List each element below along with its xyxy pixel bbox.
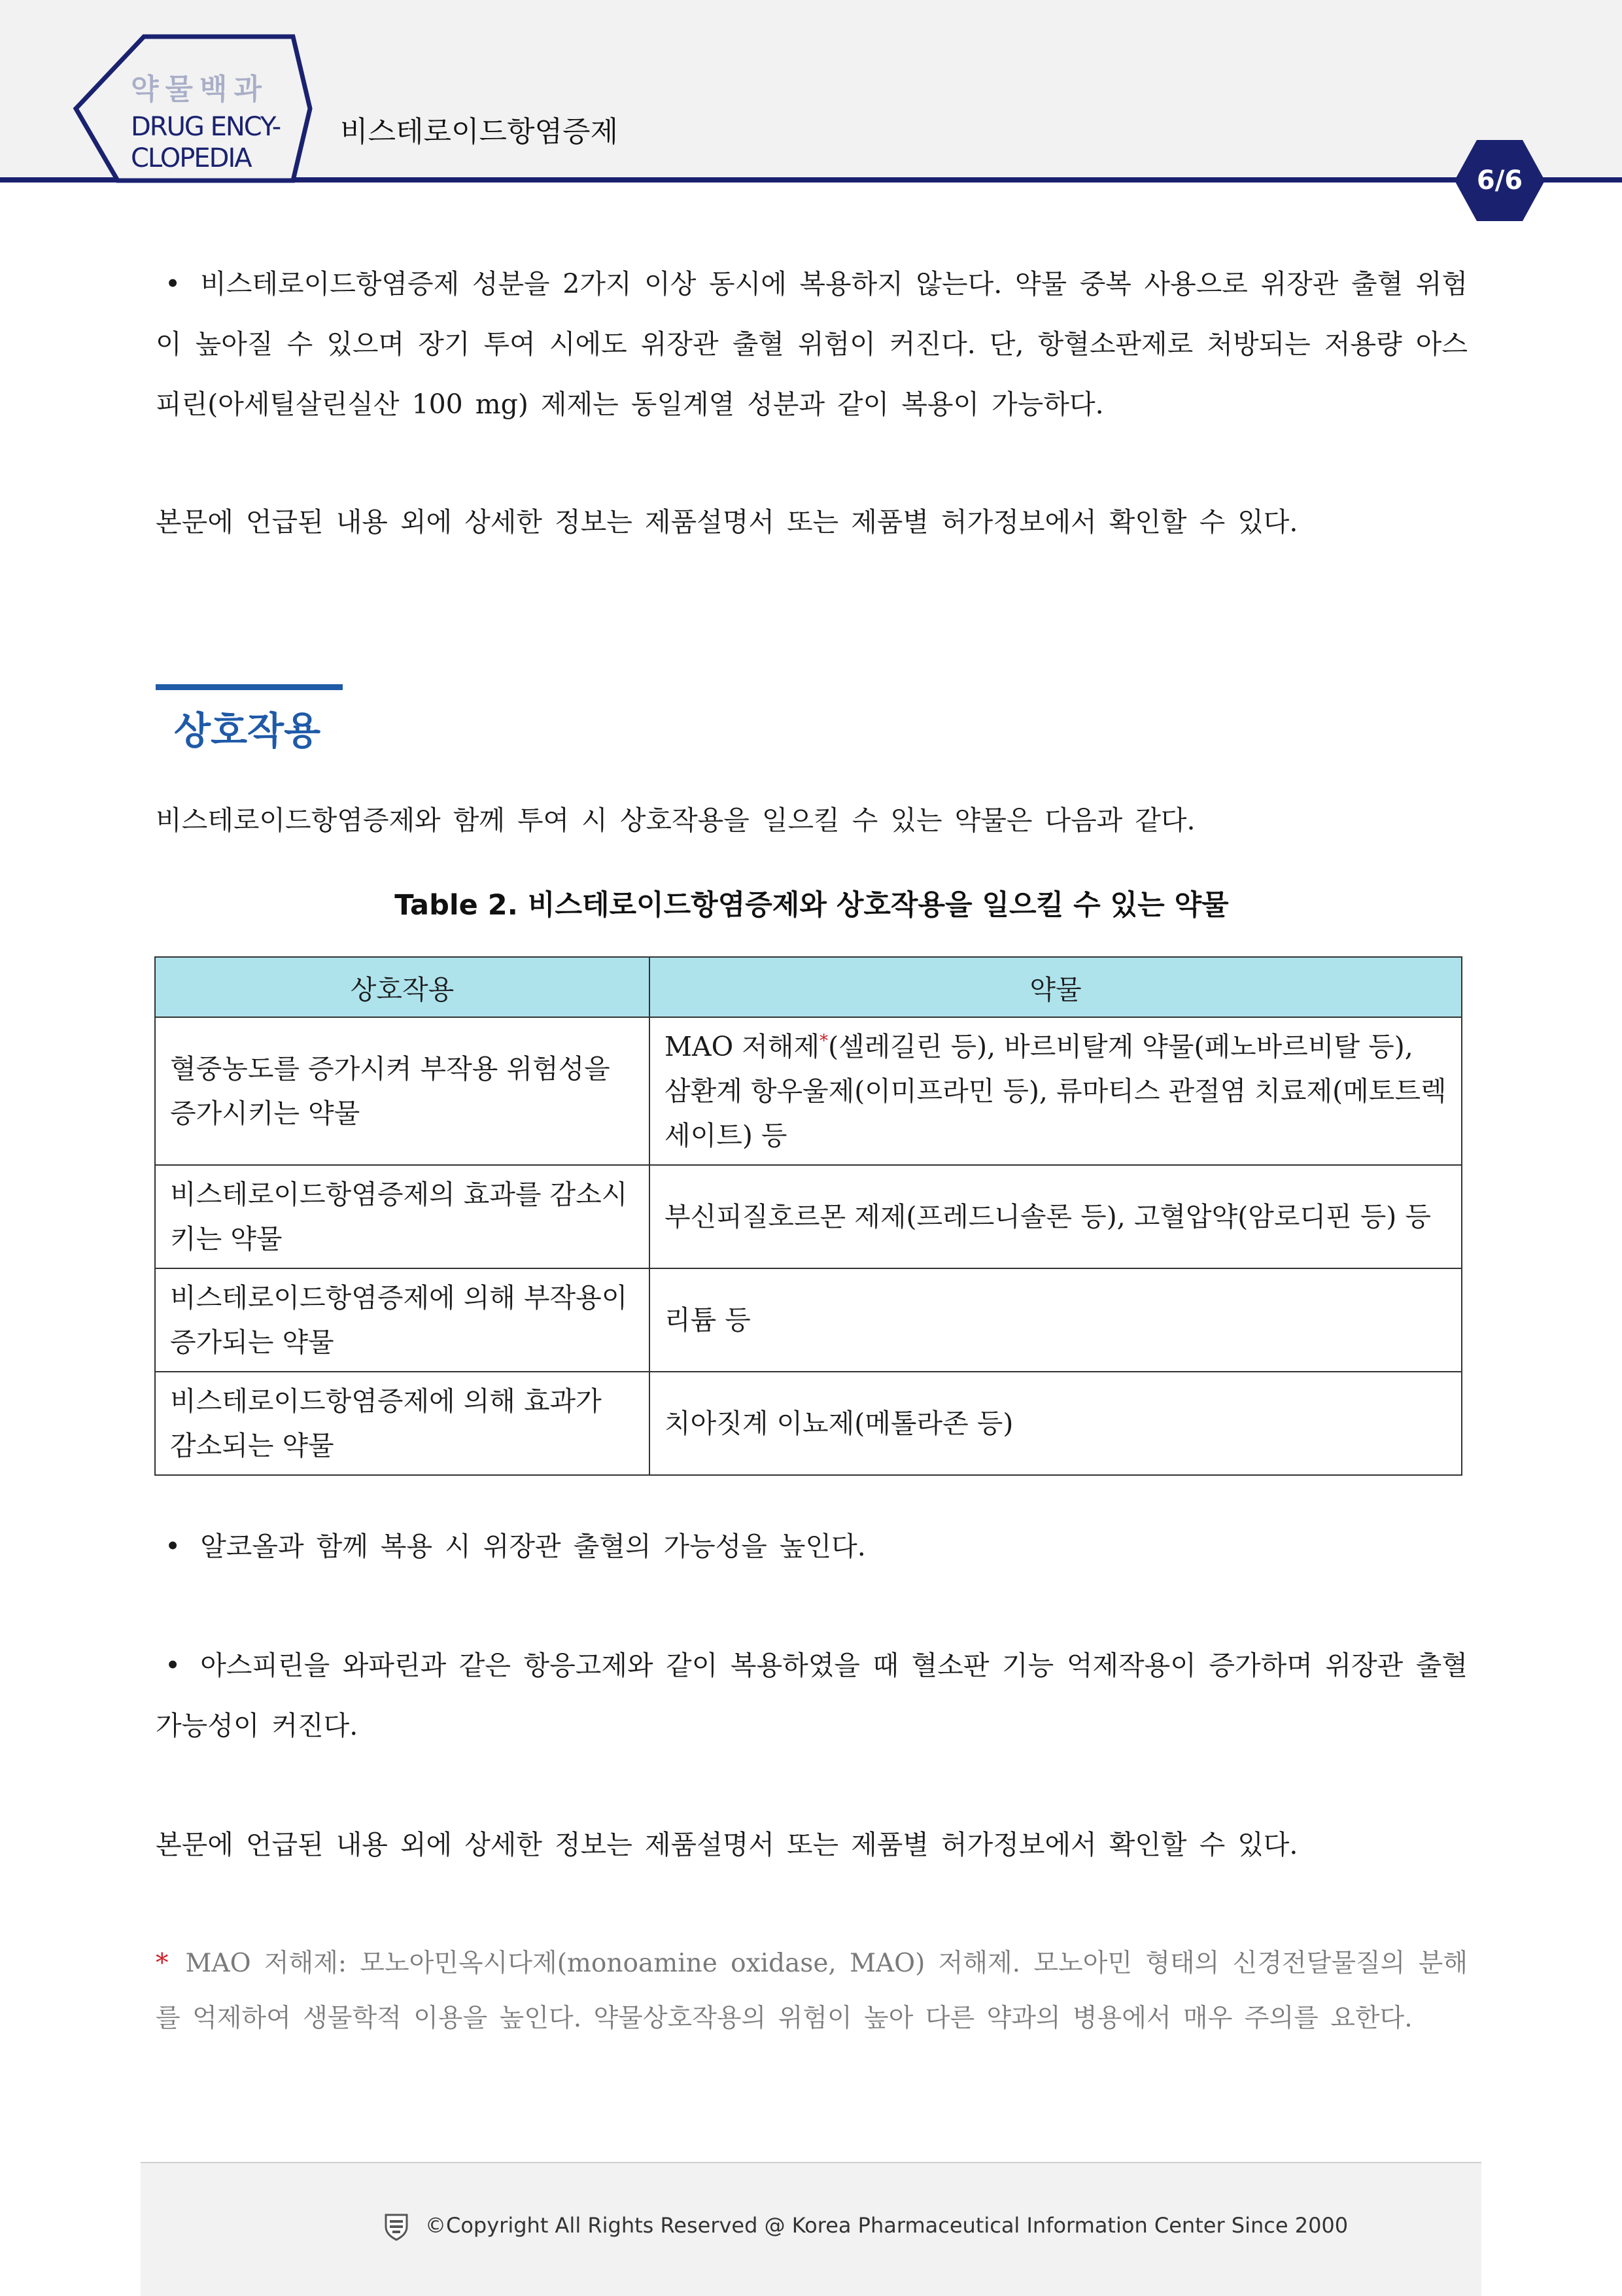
logo <box>131 65 294 174</box>
table-header-drugs: 약물 <box>649 957 1462 1017</box>
paragraph-more-info-final: 본문에 언급된 내용 외에 상세한 정보는 제품설명서 또는 제품별 허가정보에서 확인할 수 있다. <box>156 1829 1298 1860</box>
paragraph-aspirin-text: 아스피린을 와파린과 같은 항응고제와 같이 복용하였을 때 혈소판 기능 억제작용이 증가하며 위장관 출혈 가능성이 커진다. <box>156 1650 1468 1741</box>
footnote <box>156 1936 1468 2046</box>
copyright-text: ©Copyright All Rights Reserved @ Korea Pharmaceutical Information Center Since 2000 <box>425 2213 1349 2238</box>
logo-english-line2: CLOPEDIA <box>131 143 251 173</box>
table-cell-interaction: 비스테로이드항염증제의 효과를 감소시키는 약물 <box>155 1165 649 1268</box>
table-row <box>155 1165 1462 1268</box>
table-cell-interaction: 비스테로이드항염증제에 의해 부작용이 증가되는 약물 <box>155 1268 649 1372</box>
drugs-list-text: (셀레길린 등), 바르비탈계 약물(페노바르비탈 등), 삼환계 항우울제(이미프라민 등), 류마티스 관절염 치료제(메토트렉세이트) 등 <box>664 1031 1447 1151</box>
footnote-marker: * <box>156 1949 169 1978</box>
interactions-table <box>154 956 1462 1476</box>
paragraph-alcohol-text: 알코올과 함께 복용 시 위장관 출혈의 가능성을 높인다. <box>200 1531 866 1562</box>
logo-english-line1: DRUG ENCY- <box>131 112 281 142</box>
table-row <box>155 1268 1462 1372</box>
table-row <box>155 1372 1462 1475</box>
footnote-marker: * <box>820 1031 829 1051</box>
bullet-icon: • <box>165 1531 181 1562</box>
bullet-icon: • <box>165 268 181 300</box>
page-indicator: 6/6 <box>1476 165 1523 196</box>
section-intro: 비스테로이드항염증제와 함께 투여 시 상호작용을 일으킬 수 있는 약물은 다음과 같다. <box>156 805 1196 836</box>
section-accent-bar <box>156 684 343 690</box>
paragraph-duplicate-use <box>156 254 1468 434</box>
table-caption: Table 2. 비스테로이드항염증제와 상호작용을 일으킬 수 있는 약물 <box>394 889 1229 922</box>
document-title: 비스테로이드항염증제 <box>340 115 619 148</box>
logo-korean: 약물백과 <box>131 73 269 106</box>
footnote-text: MAO 저해제: 모노아민옥시다제(monoamine oxidase, MAO) 저해제. 모노아민 형태의 신경전달물질의 분해를 억제하여 생물학적 이용을 높인다. 약물상호작용의 위험이 높아 다른 약과의 병용에서 매우 주의를 요한다. <box>156 1949 1468 2033</box>
table-cell-drugs: 치아짓계 이뇨제(메톨라존 등) <box>649 1372 1462 1475</box>
table-cell-interaction: 비스테로이드항염증제에 의해 효과가 감소되는 약물 <box>155 1372 649 1475</box>
paragraph-alcohol <box>156 1516 1468 1576</box>
section-title: 상호작용 <box>174 708 321 753</box>
mao-inhibitor-label: MAO 저해제 <box>664 1031 820 1062</box>
kpic-shield-icon <box>383 2212 409 2241</box>
table-header-row <box>155 957 1462 1017</box>
table-cell-drugs: 리튬 등 <box>649 1268 1462 1372</box>
paragraph-more-info: 본문에 언급된 내용 외에 상세한 정보는 제품설명서 또는 제품별 허가정보에서 확인할 수 있다. <box>156 506 1298 538</box>
paragraph-duplicate-use-text: 비스테로이드항염증제 성분을 2가지 이상 동시에 복용하지 않는다. 약물 중복 사용으로 위장관 출혈 위험이 높아질 수 있으며 장기 투여 시에도 위장관 출혈 위험이 커진다. 단, 항혈소판제로 처방되는 저용량 아스피린(아세틸살린실산 100 mg) 제제는 동일계열 성분과 같이 복용이 가능하다. <box>156 268 1468 420</box>
table-cell-drugs <box>649 1017 1462 1165</box>
table-header-interaction: 상호작용 <box>155 957 649 1017</box>
table-row <box>155 1017 1462 1165</box>
table-cell-interaction: 혈중농도를 증가시켜 부작용 위험성을 증가시키는 약물 <box>155 1017 649 1165</box>
bullet-icon: • <box>165 1650 181 1681</box>
paragraph-aspirin <box>156 1635 1468 1756</box>
table-cell-drugs: 부신피질호르몬 제제(프레드니솔론 등), 고혈압약(암로디핀 등) 등 <box>649 1165 1462 1268</box>
